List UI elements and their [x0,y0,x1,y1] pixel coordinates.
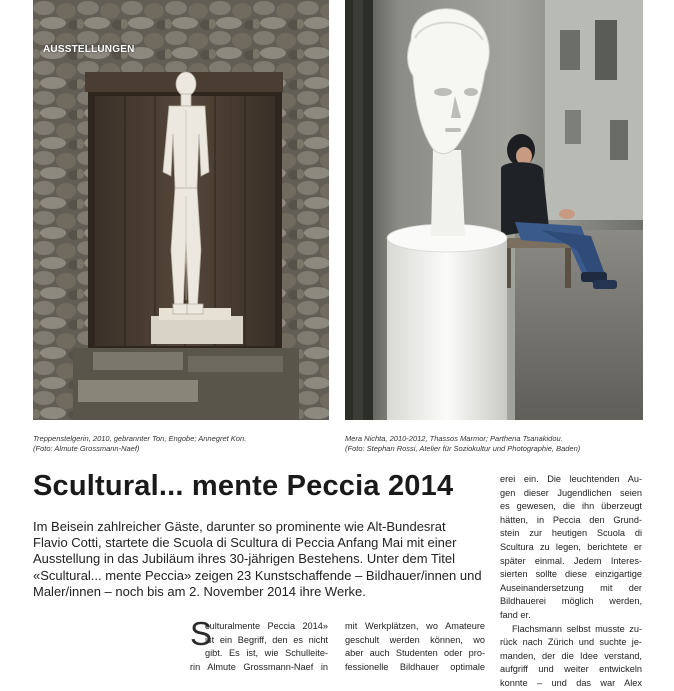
drop-cap: S [190,615,213,652]
photo-marble-bust [345,0,643,420]
body-line: aufgriff und weiter entwickeln [500,664,642,675]
body-line: rück nach Zürich und suchte je- [500,637,642,648]
caption-right-line2: (Foto: Stephan Rossi, Atelier für Soziokultur und Photographie, Baden) [345,443,581,453]
body-column-3 [500,473,642,691]
lead-line: Im Beisein zahlreicher Gäste, darunter so prominente wie Alt-Bundesrat [33,519,446,534]
lead-line: Ausstellung in das Jubiläum ihres 30-jährigen Bestehens. Unter dem Titel [33,551,456,567]
body-line: sierten sollte diese einzigartige [500,569,642,580]
caption-right-photo [345,434,643,453]
body-line: stein zur heutigen Scuola di [500,528,642,539]
body-line: gen dieser Jugendlichen seien [500,487,642,498]
body-line: Flachsmann selbst musste zu- [512,623,642,634]
caption-left-line1: Treppenstelgerin, 2010, gebrannter Ton, Engobe; Annegret Kon. [33,434,247,443]
body-line: gibt. Es ist, wie Schulleite- [205,648,328,659]
body-line: mit Werkplätzen, wo Amateure [345,621,485,631]
lead-paragraph [33,519,488,600]
body-line: Auseinandersetzung mit der [500,582,642,593]
marble-bust-illustration [345,0,643,420]
body-column-1 [190,620,328,674]
body-line: fessionelle Bildhauer optimale [345,661,485,672]
body-line: ist ein Begriff, den es nicht [205,634,328,645]
body-line: es gewesen, die ihn überzeugt [500,501,642,512]
statue-doorway-illustration [33,0,329,420]
body-line: rin Almute Grossmann-Naef in [190,661,328,672]
body-line: Bildhauerei möglich werden, [500,596,642,607]
body-line: konnte – und das war Alex [500,677,642,688]
body-line: geschult werden können, wo [345,634,485,645]
photo-statue-doorway [33,0,329,420]
caption-left-photo [33,434,329,453]
body-line: Scultura zu legen, berichtete er [500,541,642,552]
caption-left-line2: (Foto: Almute Grossmann-Naef) [33,443,140,453]
lead-line: Maler/innen – noch bis am 2. November 2014 ihre Werke. [33,583,366,599]
body-line: manden, der die Idee verstand, [500,650,642,661]
article-headline: Scultural... mente Peccia 2014 [33,470,454,502]
lead-line: «Scultural... mente Peccia» zeigen 23 Kunstschaffende – Bildhauer/innen und [33,567,482,583]
caption-right-line1: Mera Nichta, 2010-2012, Thassos Marmor; Parthena Tsanakidou. [345,434,563,443]
lead-line: Flavio Cotti, startete die Scuola di Scultura di Peccia Anfang Mai mit einer [33,535,457,551]
section-label: AUSSTELLUNGEN [43,44,135,55]
body-column-2 [345,620,485,674]
body-line: culturalmente Peccia 2014» [205,621,328,631]
body-line: später einmal. Jedem Interes- [500,555,642,566]
body-line: erei ein. Die leuchtenden Au- [500,474,642,484]
body-line: aber auch Studenten oder pro- [345,648,485,659]
body-line: fand er. [500,609,531,620]
body-line: hätten, in Peccia den Grund- [500,514,642,525]
